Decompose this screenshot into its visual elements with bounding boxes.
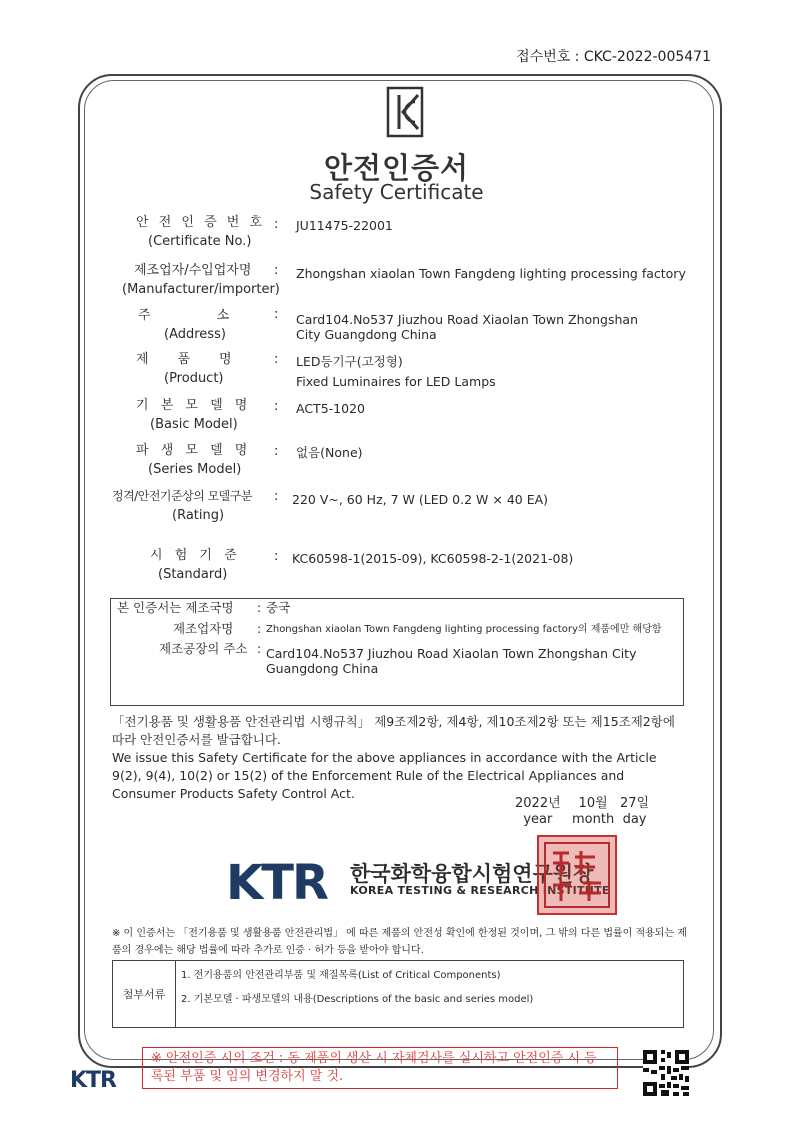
title-english: Safety Certificate xyxy=(309,180,484,204)
registration-number: 접수번호 : CKC-2022-005471 xyxy=(516,49,711,65)
date-day: 27일 day xyxy=(620,796,650,827)
qr-code-icon xyxy=(643,1050,689,1096)
attachment-item: 2. 기본모델 · 파생모델의 내용(Descriptions of the basic and series model) xyxy=(181,994,534,1005)
colon: : xyxy=(257,621,262,636)
attachments-label: 첨부서류 xyxy=(113,961,176,1027)
field-label-standard: 시 험 기 준 (Standard) xyxy=(150,548,241,582)
country-value: 중국 xyxy=(266,600,291,615)
statement-english: We issue this Safety Certificate for the above appliances in accordance with the Article 9(2), 9(4), 10(2) or 15(2) of the Enforcement Rule of the Electrical Appliances and Consumer Products Safety Control Act. xyxy=(112,750,657,801)
issuer-name-english: KOREA TESTING & RESEARCH INSTITUTE xyxy=(350,884,610,897)
maker-value: Zhongshan xiaolan Town Fangdeng lighting processing factory의 제품에만 해당함 xyxy=(266,624,662,635)
colon: : xyxy=(274,444,279,459)
date-year: 2022년 year xyxy=(515,796,561,827)
certificate-number: JU11475-22001 xyxy=(296,218,393,233)
colon: : xyxy=(274,489,279,504)
manufacturer-address: Card104.No537 Jiuzhou Road Xiaolan Town Zhongshan City Guangdong China xyxy=(296,312,639,342)
basic-model: ACT5-1020 xyxy=(296,401,365,416)
colon: : xyxy=(257,600,262,615)
factory-address-label: 제조공장의 주소 xyxy=(159,641,248,656)
field-label-basic-model: 기 본 모 델 명 (Basic Model) xyxy=(136,398,252,432)
official-seal xyxy=(537,835,617,915)
product-name-en: Fixed Luminaires for LED Lamps xyxy=(296,374,496,389)
attachments-box xyxy=(112,960,684,1028)
test-standard: KC60598-1(2015-09), KC60598-2-1(2021-08) xyxy=(292,551,574,566)
title-korean: 안전인증서 xyxy=(323,151,470,185)
field-label-rating: 정격/안전기준상의 모델구분 (Rating) xyxy=(112,489,252,523)
issuer-name-korean: 한국화학융합시험연구원장 xyxy=(350,862,594,886)
country-label: 본 인증서는 제조국명 xyxy=(117,600,234,615)
field-label-product: 제 품 명 (Product) xyxy=(136,352,232,386)
colon: : xyxy=(274,549,279,564)
legal-note: ※ 이 인증서는 「전기용품 및 생활용품 안전관리법」 에 따른 제품의 안전성 확인에 한정된 것이며, 그 밖의 다른 법률이 적용되는 제품의 경우에는 해당 법률에 따라 추가로 인증 · 허가 등을 받아야 합니다. xyxy=(112,928,687,956)
certification-condition-warning: ※ 안전인증 시의 조건 : 동 제품의 생산 시 자체검사를 실시하고 안전인증 시 등록된 부품 및 임의 변경하지 말 것. xyxy=(142,1047,618,1089)
product-name-ko: LED등기구(고정형) xyxy=(296,354,403,369)
field-label-address: 주 소 (Address) xyxy=(138,308,230,342)
field-label-series-model: 파 생 모 델 명 (Series Model) xyxy=(136,443,252,477)
colon: : xyxy=(274,217,279,232)
issue-statement xyxy=(112,713,684,803)
statement-korean: 「전기용품 및 생활용품 안전관리법 시행규칙」 제9조제2항, 제4항, 제10조제2항 또는 제15조제2항에 따라 안전인증서를 발급합니다. xyxy=(112,714,675,747)
ktr-logo: KTR xyxy=(226,855,327,911)
attachment-item: 1. 전기용품의 안전관리부품 및 재질목록(List of Critical Components) xyxy=(181,970,501,981)
colon: : xyxy=(257,641,262,656)
colon: : xyxy=(274,352,279,367)
manufacturer-name: Zhongshan xiaolan Town Fangdeng lighting processing factory xyxy=(296,266,686,281)
colon: : xyxy=(274,307,279,322)
date-month: 10월 month xyxy=(572,796,615,827)
series-model: 없음(None) xyxy=(296,445,363,460)
maker-label: 제조업자명 xyxy=(173,621,234,636)
colon: : xyxy=(274,263,279,278)
footer-ktr-logo: KTR xyxy=(70,1068,116,1093)
rating: 220 V~, 60 Hz, 7 W (LED 0.2 W × 40 EA) xyxy=(292,492,549,507)
field-label-manufacturer: 제조업자/수입업자명 (Manufacturer/importer) xyxy=(122,263,280,297)
field-label-certificate-no: 안 전 인 증 번 호 (Certificate No.) xyxy=(136,215,266,249)
kc-mark-icon xyxy=(385,85,425,139)
colon: : xyxy=(274,399,279,414)
factory-info-box xyxy=(110,598,684,706)
factory-address-value: Card104.No537 Jiuzhou Road Xiaolan Town Zhongshan City Guangdong China xyxy=(266,646,637,676)
seal-pattern-icon xyxy=(539,837,615,913)
